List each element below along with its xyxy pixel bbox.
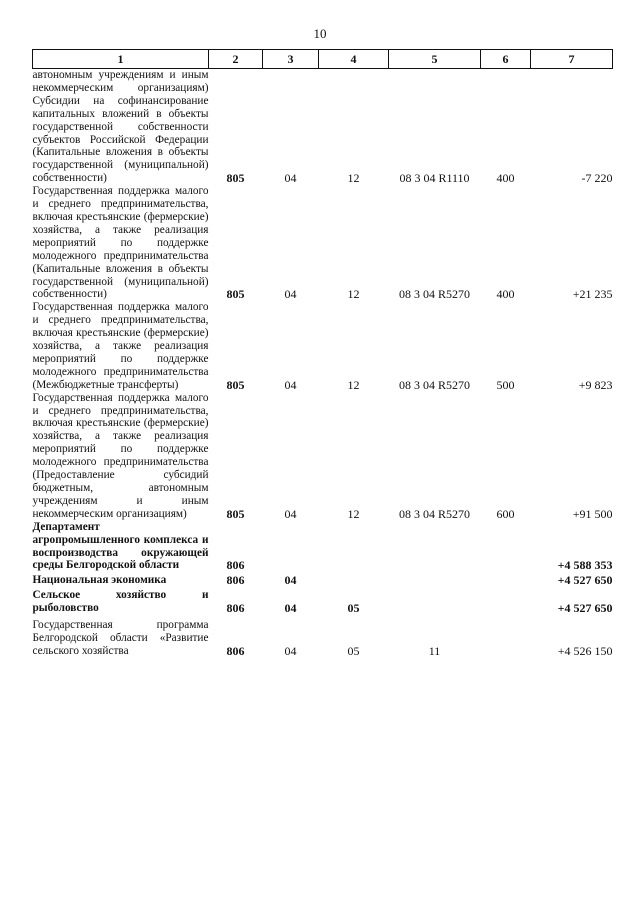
table-body — [33, 69, 613, 658]
row-expense-type: 600 — [496, 506, 515, 521]
page-number: 10 — [313, 26, 327, 41]
row-expense-type — [481, 587, 531, 615]
row-target-article — [389, 521, 481, 573]
row-ved-code: 805 — [226, 171, 245, 186]
row-ved-code: 806 — [226, 573, 245, 588]
row-target-article: 08 3 04 R5270 — [398, 287, 470, 302]
row-amount: +9 823 — [578, 377, 613, 392]
row-description: Сельское хозяйство и рыболовство — [32, 589, 209, 615]
row-section-code: 04 — [284, 377, 297, 392]
row-description: Государственная поддержка малого и среднего предпринимательства, включая крестьянские (фермерские) хозяйства, а также реализация мероприятий по поддержке молодежного предпринимательства (Предоставление субсидий бюджетным, автономным учреждениям и иным некоммерческим организациям) — [32, 391, 209, 520]
row-amount: +21 235 — [572, 287, 613, 302]
row-subsection-code: 12 — [347, 506, 360, 521]
table-row — [33, 301, 613, 391]
row-subsection-code: 05 — [347, 601, 360, 616]
row-section-code: 04 — [284, 171, 297, 186]
table-header — [33, 50, 613, 69]
table-row — [33, 572, 613, 587]
row-amount: -7 220 — [581, 171, 613, 186]
header-cell-vr: 6 — [481, 50, 531, 69]
row-section-code: 04 — [284, 506, 297, 521]
row-description: автономным учреждениям и иным некоммерческим организациям) Субсидии на софинансирование капитальных вложений в объекты государственной собственности субъектов Российской Федерации (Капитальные вложения в объекты государственной (муниципальной) собственности) — [32, 69, 209, 185]
row-amount: +4 527 650 — [557, 573, 613, 588]
row-ved-code: 806 — [226, 558, 245, 573]
header-cell-csr: 5 — [389, 50, 481, 69]
row-amount: +4 526 150 — [557, 643, 613, 658]
row-ved-code: 805 — [226, 377, 245, 392]
row-amount: +4 588 353 — [557, 558, 613, 573]
row-target-article: 08 3 04 R5270 — [398, 506, 470, 521]
row-amount: +91 500 — [572, 506, 613, 521]
row-target-article: 08 3 04 R5270 — [398, 377, 470, 392]
row-expense-type — [481, 521, 531, 573]
row-amount: +4 527 650 — [557, 601, 613, 616]
row-section-code: 04 — [284, 643, 297, 658]
row-description: Государственная программа Белгородской области «Развитие сельского хозяйства — [32, 619, 209, 657]
row-description: Государственная поддержка малого и среднего предпринимательства, включая крестьянские (фермерские) хозяйства, а также реализация мероприятий по поддержке молодежного предпринимательства (Капитальные вложения в объекты государственной (муниципальной) собственности) — [32, 185, 209, 301]
row-expense-type: 400 — [496, 287, 515, 302]
row-expense-type: 500 — [496, 377, 515, 392]
row-ved-code: 806 — [226, 643, 245, 658]
row-description: Государственная поддержка малого и среднего предпринимательства, включая крестьянские (фермерские) хозяйства, а также реализация мероприятий по поддержке молодежного предпринимательства (Межбюджетные трансферты) — [32, 301, 209, 391]
header-cell-name: 1 — [33, 50, 209, 69]
row-subsection-code: 12 — [347, 171, 360, 186]
table-row — [33, 587, 613, 615]
table-row — [33, 185, 613, 301]
row-section-code: 04 — [284, 573, 297, 588]
budget-table — [32, 49, 613, 658]
row-subsection-code — [319, 521, 389, 573]
header-cell-pr: 4 — [319, 50, 389, 69]
row-expense-type — [481, 615, 531, 658]
row-target-article: 08 3 04 R1110 — [399, 171, 470, 186]
row-description: Департамент агропромышленного комплекса и воспроизводства окружающей среды Белгородской области — [32, 520, 209, 572]
row-section-code: 04 — [284, 601, 297, 616]
row-expense-type: 400 — [496, 171, 515, 186]
table-row — [33, 69, 613, 186]
row-section-code — [263, 521, 319, 573]
table-row — [33, 615, 613, 658]
row-expense-type — [481, 572, 531, 587]
table-row — [33, 521, 613, 573]
row-ved-code: 805 — [226, 287, 245, 302]
row-target-article — [389, 572, 481, 587]
row-subsection-code: 05 — [347, 643, 360, 658]
header-cell-sum: 7 — [531, 50, 613, 69]
row-target-article — [389, 587, 481, 615]
row-description: Национальная экономика — [32, 574, 167, 587]
table-row — [33, 392, 613, 521]
header-cell-ved: 2 — [209, 50, 263, 69]
row-subsection-code: 12 — [347, 377, 360, 392]
row-ved-code: 806 — [226, 601, 245, 616]
row-subsection-code: 12 — [347, 287, 360, 302]
row-section-code: 04 — [284, 287, 297, 302]
row-target-article: 11 — [428, 643, 441, 658]
row-subsection-code — [319, 572, 389, 587]
row-ved-code: 805 — [226, 506, 245, 521]
header-cell-rz: 3 — [263, 50, 319, 69]
